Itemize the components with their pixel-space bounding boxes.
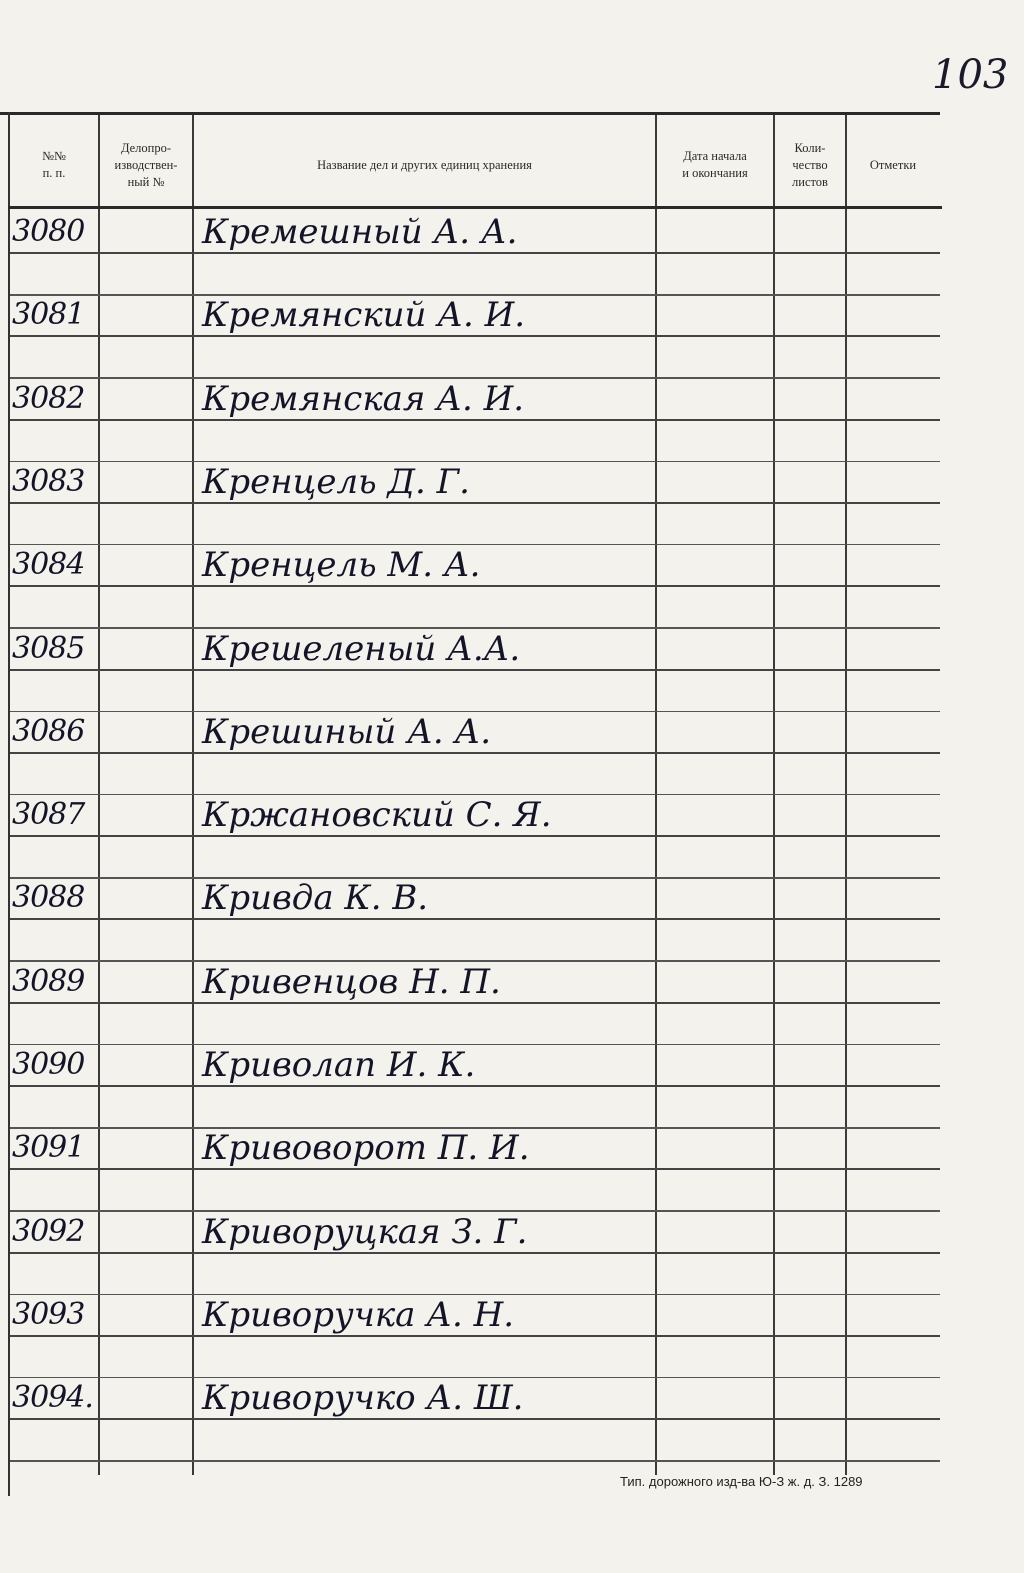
row-rule <box>10 1168 940 1170</box>
row-rule <box>10 752 940 754</box>
entry-number: 3089 <box>12 963 85 999</box>
row-rule <box>10 918 940 920</box>
entry-name: Кривоворот П. И. <box>202 1128 530 1169</box>
row-rule <box>10 669 940 671</box>
row-rule <box>10 335 940 337</box>
entry-number: 3080 <box>12 214 85 249</box>
entry-name: Криворуцкая З. Г. <box>202 1211 528 1252</box>
header-number: №№ п. п. <box>42 149 66 180</box>
header-notes: Отметки <box>869 157 917 172</box>
row-rule <box>10 1252 940 1254</box>
entry-name: Кривенцов Н. П. <box>202 961 501 1002</box>
header-bottom-rule <box>8 206 942 209</box>
header-dates: Дата начала и окончания <box>682 149 748 180</box>
entry-name: Кремянский А. И. <box>202 295 526 336</box>
entry-number: 3083 <box>12 463 85 499</box>
row-sub-rule <box>10 1460 940 1462</box>
entry-name: Криволап И. К. <box>202 1045 476 1085</box>
entry-number: 3085 <box>12 630 85 666</box>
printer-footer: Тип. дорожного изд-ва Ю-З ж. д. З. 1289 <box>620 1474 863 1489</box>
row-rule <box>10 502 940 504</box>
entry-number: 3092 <box>12 1213 85 1249</box>
row-rule <box>10 835 940 837</box>
entry-number: 3094. <box>12 1380 93 1416</box>
row-rule <box>10 1002 940 1004</box>
row-rule <box>10 1335 940 1337</box>
entry-name: Кренцель Д. Г. <box>202 461 470 502</box>
entry-name: Кремешный А. А. <box>202 212 518 252</box>
header-office-number: Делопро- изводствен- ный № <box>114 140 178 189</box>
row-rule <box>10 1085 940 1087</box>
entry-number: 3091 <box>12 1130 85 1166</box>
entry-number: 3087 <box>12 797 85 833</box>
entry-number: 3090 <box>12 1047 85 1082</box>
header-title: Название дел и других единиц хранения <box>317 157 532 172</box>
entry-name: Крешеленый А.А. <box>202 628 521 669</box>
row-rule <box>10 419 940 421</box>
entry-name: Криворучко А. Ш. <box>202 1378 524 1419</box>
row-rule <box>10 1418 940 1420</box>
entry-name: Кремянская А. И. <box>202 378 525 419</box>
entry-name: Криворучка А. Н. <box>202 1294 515 1335</box>
entry-name: Кржановский С. Я. <box>202 795 552 836</box>
entry-number: 3086 <box>12 713 85 749</box>
page-number: 103 <box>932 52 1009 98</box>
row-rule <box>10 585 940 587</box>
row-rule <box>10 252 940 254</box>
entry-number: 3088 <box>12 880 85 916</box>
header-sheets: Коли- чество листов <box>792 140 828 189</box>
entry-name: Крешиный А. А. <box>202 711 492 752</box>
entry-name: Кривда К. В. <box>202 878 429 919</box>
top-rule <box>0 112 940 115</box>
entry-name: Кренцель М. А. <box>202 545 481 586</box>
left-margin-rule <box>8 112 10 1496</box>
entry-number: 3084 <box>12 547 85 583</box>
entry-number: 3081 <box>12 297 85 333</box>
entry-number: 3093 <box>12 1296 85 1332</box>
entry-number: 3082 <box>12 380 85 416</box>
